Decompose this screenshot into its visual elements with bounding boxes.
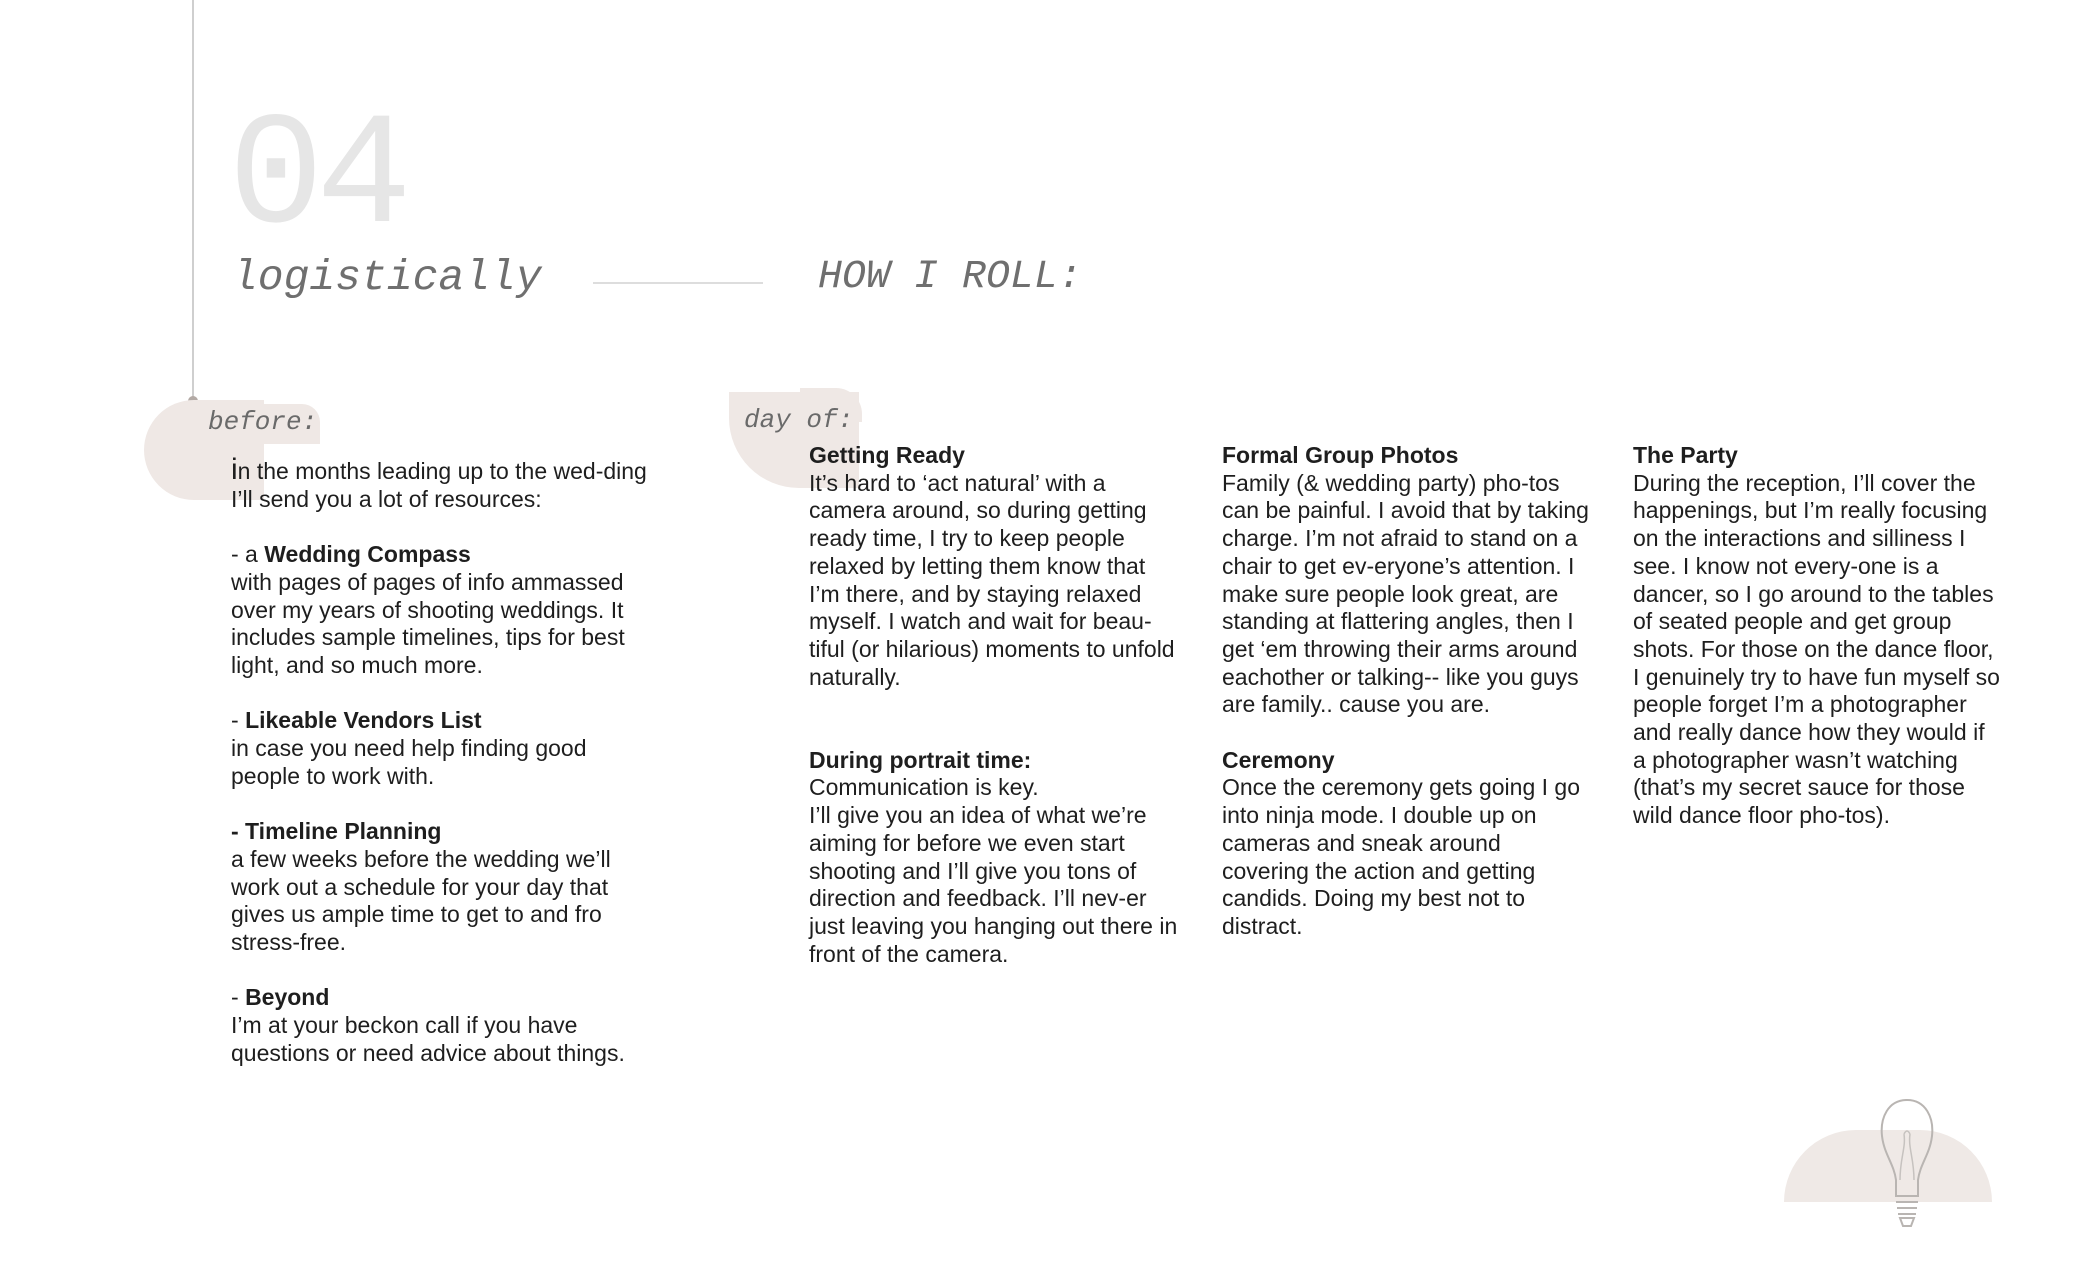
getting-ready-heading: Getting Ready [809, 442, 965, 468]
day-of-label: day of: [744, 405, 854, 435]
resource-text-compass: with pages of pages of info ammassed over my years of shooting weddings. It includes sample timelines, tips for best light, and so much more. [231, 568, 625, 678]
party-text: During the reception, I’ll cover the happenings, but I’m really focusing on the interactions and silliness I see. I know not every-one is a dancer, so I go around to the tables of seated people and get group shots. For those on the dance floor, I genuinely try to have fun myself so people forget I’m a photographer and really dance how they would if a photographer wasn’t watching (that’s my secret sauce for those wild dance floor pho-tos). [1633, 469, 2000, 829]
resource-text-beyond: I’m at your beckon call if you have questions or need advice about things. [231, 1012, 625, 1066]
day-of-column-2 [1222, 442, 1592, 941]
intro-initial: i [231, 453, 238, 486]
before-label: before: [208, 407, 318, 437]
lightbulb-icon [1876, 1098, 1938, 1232]
ceremony-heading: Ceremony [1222, 746, 1335, 773]
section-title: HOW I ROLL: [818, 255, 1083, 300]
party-heading: The Party [1633, 442, 1738, 468]
resource-heading-beyond: - Beyond [231, 984, 330, 1011]
portrait-text: I’ll give you an idea of what we’re aiming for before we even start shooting and I’ll give you tons of direction and feedback. I’ll nev-er just leaving you hanging out there in front of the camera. [809, 802, 1178, 967]
resource-text-vendors: in case you need help finding good people to work with. [231, 735, 587, 789]
resource-heading-vendors: - Likeable Vendors List [231, 707, 482, 734]
portrait-line: Communication is key. [809, 774, 1039, 801]
portrait-heading: During portrait time: [809, 746, 1032, 773]
intro-text: n the months leading up to the wed-ding I’ll send you a lot of resources: [231, 458, 647, 512]
title-divider [593, 282, 763, 284]
before-intro [231, 453, 651, 513]
day-of-column-3 [1633, 442, 2003, 830]
day-of-column-1 [809, 442, 1179, 968]
resource-heading-compass: - a Wedding Compass [231, 541, 471, 568]
page-title: logistically [232, 253, 542, 302]
page-number: 04 [228, 89, 405, 270]
resource-text-timeline: a few weeks before the wedding we’ll work out a schedule for your day that gives us ample time to get to and fro stress-free. [231, 845, 611, 955]
ceremony-text: Once the ceremony gets going I go into ninja mode. I double up on cameras and sneak around covering the action and getting candids. Doing my best not to distract. [1222, 774, 1580, 939]
getting-ready-text: It’s hard to ‘act natural’ with a camera around, so during getting ready time, I try to keep people relaxed by letting them know that I’m there, and by staying relaxed myself. I watch and wait for beau-tiful (or hilarious) moments to unfold naturally. [809, 469, 1175, 690]
vertical-rule [192, 0, 194, 450]
before-column [231, 453, 651, 1067]
formal-text: Family (& wedding party) pho-tos can be painful. I avoid that by taking charge. I’m not afraid to stand on a chair to get ev-eryone’s attention. I make sure people look great, are standing at flattering angles, then I get ‘em throwing their arms around eachother or talking-- like you guys are family.. cause you are. [1222, 469, 1589, 718]
formal-heading: Formal Group Photos [1222, 442, 1459, 468]
resource-heading-timeline: - Timeline Planning [231, 818, 442, 845]
